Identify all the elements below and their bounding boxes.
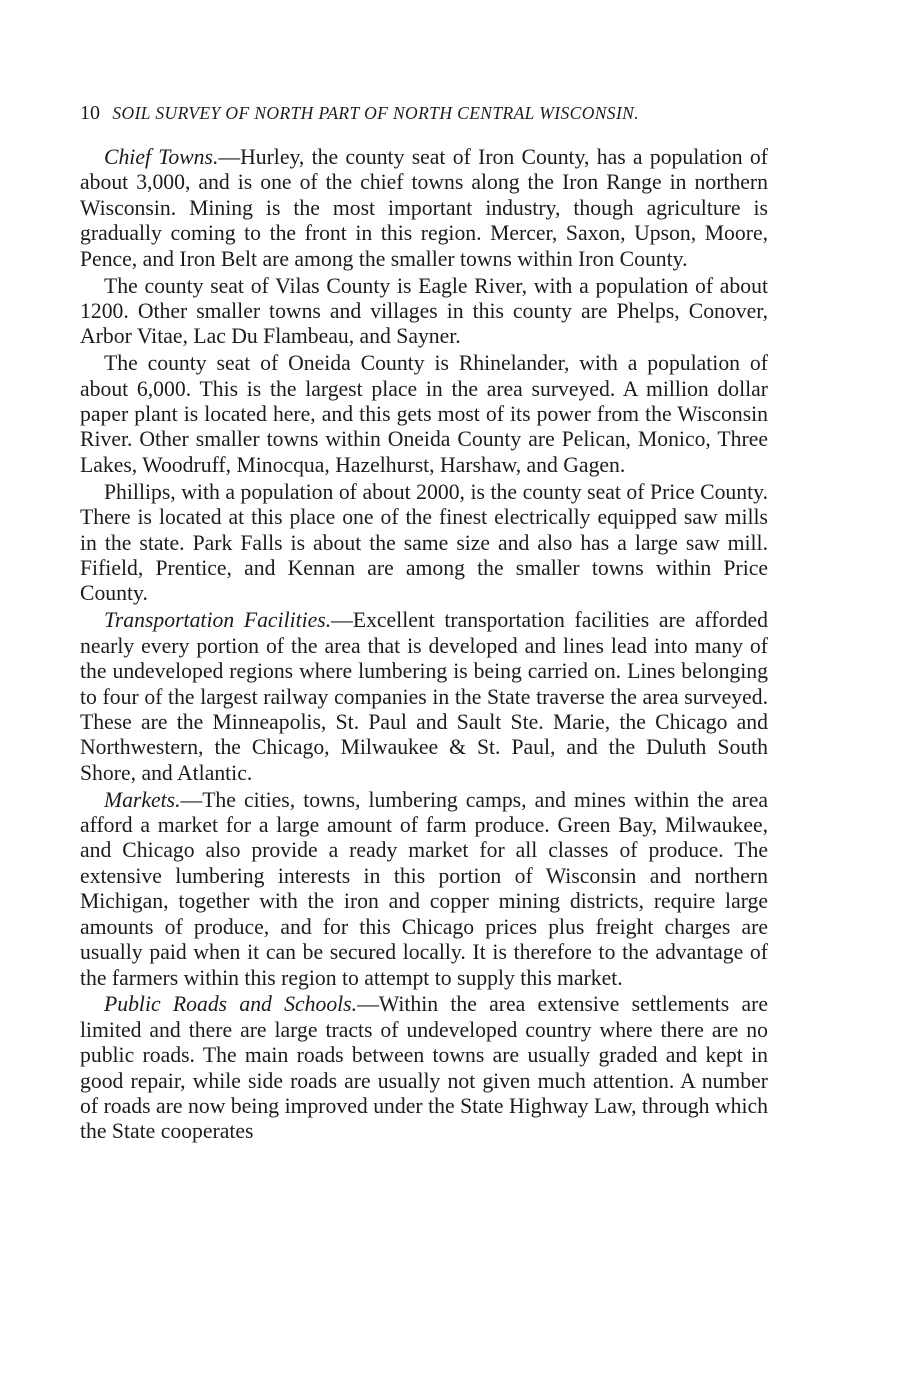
page-number: 10 (80, 102, 100, 124)
paragraph-markets (80, 788, 768, 991)
paragraph-chief-towns (80, 145, 768, 272)
paragraph-text: —Within the area extensive settlements are limited and there are large tracts of undeveloped country where there are no public roads. The main roads between towns are usually graded and kept in good repair, while side roads are usually not given much attention. A number of roads are now being improved under the State Highway Law, through which the State cooperates (80, 992, 768, 1144)
paragraph-text: The county seat of Oneida County is Rhinelander, with a population of about 6,000. This is the largest place in the area surveyed. A million dollar paper plant is located here, and this gets most of its power from the Wisconsin River. Other smaller towns within Oneida County are Pelican, Monico, Three Lakes, Woodruff, Minocqua, Hazelhurst, Harshaw, and Gagen. (80, 351, 768, 477)
paragraph-price-county (80, 480, 768, 607)
paragraph-text: Phillips, with a population of about 2000, is the county seat of Price County. There is located at this place one of the finest electrically equipped saw mills in the state. Park Falls is about the same size and also has a large saw mill. Fifield, Prentice, and Kennan are among the smaller towns within Price County. (80, 479, 768, 606)
paragraph-text: The county seat of Vilas County is Eagle River, with a population of about 1200. Other smaller towns and villages in this county are Phelps, Conover, Arbor Vitae, Lac Du Flambeau, and Sayner. (80, 273, 768, 349)
document-page (80, 100, 768, 1146)
section-heading-transportation: Transportation Facilities. (104, 608, 332, 633)
section-heading-chief-towns: Chief Towns. (104, 145, 219, 169)
paragraph-public-roads (80, 992, 768, 1144)
running-header (80, 100, 768, 126)
section-heading-public-roads: Public Roads and Schools. (104, 992, 358, 1017)
running-title: SOIL SURVEY OF NORTH PART OF NORTH CENTRAL WISCONSIN. (112, 103, 640, 123)
paragraph-text: —Excellent transportation facilities are afforded nearly every portion of the area that is developed and lines lead into many of the undeveloped regions where lumbering is being carried on. Lines belonging to four of the largest railway companies in the State traverse the area surveyed. These are the Minneapolis, St. Paul and Sault Ste. Marie, the Chicago and Northwestern, the Chicago, Milwaukee & St. Paul, and the Duluth South Shore, and Atlantic. (80, 608, 769, 785)
paragraph-oneida-county (80, 351, 768, 478)
paragraph-text: —Hurley, the county seat of Iron County, has a population of about 3,000, and is one of the chief towns along the Iron Range in northern Wisconsin. Mining is the most important industry, though agriculture is gradually coming to the front in this region. Mercer, Saxon, Upson, Moore, Pence, and Iron Belt are among the smaller towns within Iron County. (80, 145, 768, 271)
section-heading-markets: Markets. (104, 787, 181, 812)
paragraph-text: —The cities, towns, lumbering camps, and mines within the area afford a market for a large amount of farm produce. Green Bay, Milwaukee, and Chicago also provide a ready market for all classes of produce. The extensive lumbering interests in this portion of Wisconsin and northern Michigan, together with the iron and copper mining districts, require large amounts of produce, and for this Chicago prices plus freight charges are usually paid when it can be secured locally. It is therefore to the advantage of the farmers within this region to attempt to supply this market. (80, 787, 768, 990)
paragraph-transportation (80, 608, 768, 786)
paragraph-vilas-county (80, 274, 768, 350)
